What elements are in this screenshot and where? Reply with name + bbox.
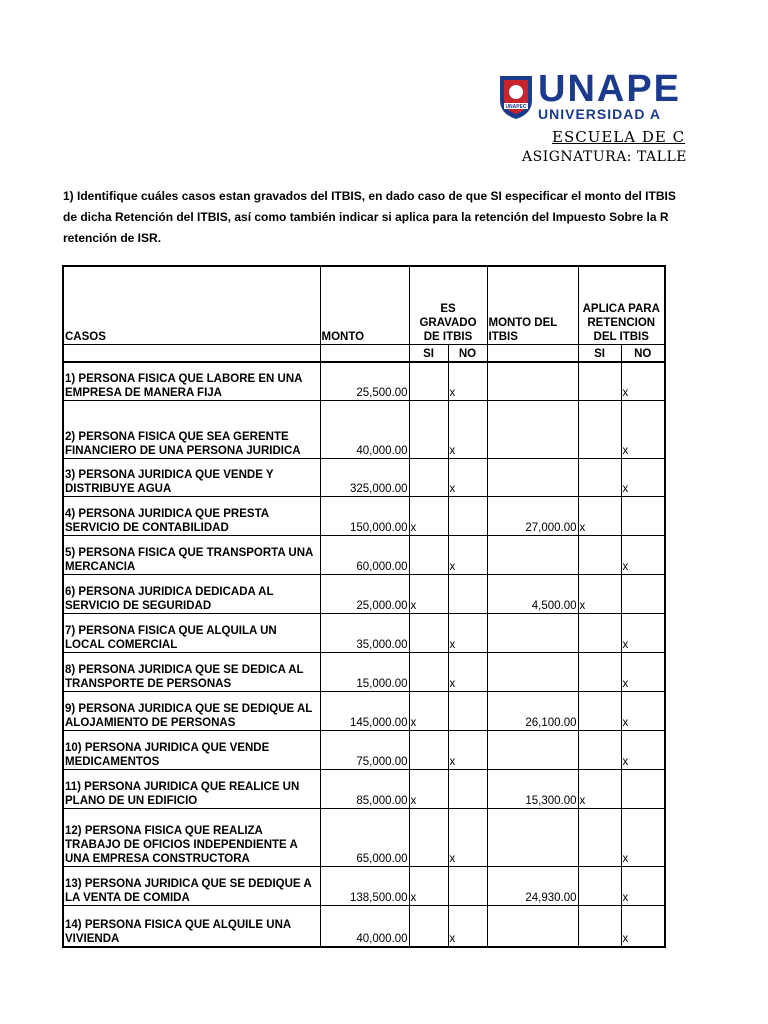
gravado-si-mark: x bbox=[409, 866, 448, 905]
case-description: 14) PERSONA FISICA QUE ALQUILE UNA VIVIENDA bbox=[63, 905, 320, 947]
retencion-si-mark bbox=[578, 808, 621, 866]
case-description: 5) PERSONA FISICA QUE TRANSPORTA UNA MERCANCIA bbox=[63, 535, 320, 574]
gravado-si-mark bbox=[409, 362, 448, 400]
gravado-no-mark: x bbox=[448, 808, 487, 866]
table-row bbox=[63, 866, 665, 905]
retencion-si-mark bbox=[578, 652, 621, 691]
case-monto: 15,000.00 bbox=[320, 652, 409, 691]
case-monto: 60,000.00 bbox=[320, 535, 409, 574]
case-description: 3) PERSONA JURIDICA QUE VENDE Y DISTRIBUYE AGUA bbox=[63, 458, 320, 496]
retencion-no-mark: x bbox=[621, 905, 665, 947]
case-monto: 25,000.00 bbox=[320, 574, 409, 613]
gravado-no-mark bbox=[448, 769, 487, 808]
retencion-si-mark bbox=[578, 691, 621, 730]
table-row bbox=[63, 769, 665, 808]
retencion-no-mark bbox=[621, 574, 665, 613]
logo-subtext: UNIVERSIDAD A bbox=[538, 106, 661, 122]
gravado-no-mark: x bbox=[448, 905, 487, 947]
retencion-no-mark: x bbox=[621, 535, 665, 574]
retencion-no-mark: x bbox=[621, 866, 665, 905]
retencion-si-mark bbox=[578, 458, 621, 496]
table-row bbox=[63, 458, 665, 496]
subject-heading: ASIGNATURA: TALLE bbox=[522, 149, 687, 165]
retencion-si-mark bbox=[578, 905, 621, 947]
case-monto: 40,000.00 bbox=[320, 400, 409, 458]
retencion-no-mark bbox=[621, 769, 665, 808]
gravado-si-mark: x bbox=[409, 574, 448, 613]
table-row bbox=[63, 400, 665, 458]
case-monto: 150,000.00 bbox=[320, 496, 409, 535]
case-description: 9) PERSONA JURIDICA QUE SE DEDIQUE AL ALOJAMIENTO DE PERSONAS bbox=[63, 691, 320, 730]
monto-itbis bbox=[487, 400, 578, 458]
case-description: 2) PERSONA FISICA QUE SEA GERENTE FINANCIERO DE UNA PERSONA JURIDICA bbox=[63, 400, 320, 458]
retencion-no-mark: x bbox=[621, 730, 665, 769]
table-row bbox=[63, 613, 665, 652]
case-description: 4) PERSONA JURIDICA QUE PRESTA SERVICIO DE CONTABILIDAD bbox=[63, 496, 320, 535]
header-monto: MONTO bbox=[320, 266, 409, 344]
case-description: 1) PERSONA FISICA QUE LABORE EN UNA EMPRESA DE MANERA FIJA bbox=[63, 362, 320, 400]
header-retencion: APLICA PARA RETENCION DEL ITBIS bbox=[578, 266, 665, 344]
gravado-no-mark bbox=[448, 691, 487, 730]
subheader-gravado-si: SI bbox=[409, 344, 448, 362]
table-row bbox=[63, 535, 665, 574]
gravado-no-mark: x bbox=[448, 400, 487, 458]
case-description: 6) PERSONA JURIDICA DEDICADA AL SERVICIO DE SEGURIDAD bbox=[63, 574, 320, 613]
gravado-si-mark bbox=[409, 400, 448, 458]
svg-text:UNAPEC: UNAPEC bbox=[505, 104, 527, 110]
retencion-si-mark bbox=[578, 400, 621, 458]
monto-itbis: 26,100.00 bbox=[487, 691, 578, 730]
gravado-si-mark: x bbox=[409, 691, 448, 730]
gravado-si-mark: x bbox=[409, 496, 448, 535]
gravado-no-mark bbox=[448, 496, 487, 535]
case-monto: 75,000.00 bbox=[320, 730, 409, 769]
retencion-no-mark: x bbox=[621, 652, 665, 691]
case-monto: 325,000.00 bbox=[320, 458, 409, 496]
school-heading: ESCUELA DE C bbox=[552, 128, 686, 146]
gravado-si-mark bbox=[409, 730, 448, 769]
instruction-line: retención de ISR. bbox=[63, 231, 162, 245]
gravado-si-mark bbox=[409, 808, 448, 866]
gravado-no-mark: x bbox=[448, 362, 487, 400]
retencion-si-mark: x bbox=[578, 769, 621, 808]
case-monto: 145,000.00 bbox=[320, 691, 409, 730]
instruction-line: 1) Identifique cuáles casos estan gravados del ITBIS, en dado caso de que SI especificar el monto del ITBIS bbox=[63, 189, 676, 203]
monto-itbis bbox=[487, 808, 578, 866]
gravado-no-mark: x bbox=[448, 730, 487, 769]
retencion-si-mark bbox=[578, 362, 621, 400]
gravado-no-mark: x bbox=[448, 535, 487, 574]
monto-itbis bbox=[487, 905, 578, 947]
monto-itbis: 15,300.00 bbox=[487, 769, 578, 808]
table-row bbox=[63, 905, 665, 947]
retencion-no-mark bbox=[621, 496, 665, 535]
header-monto-itbis: MONTO DEL ITBIS bbox=[487, 266, 578, 344]
gravado-no-mark bbox=[448, 866, 487, 905]
instructions bbox=[63, 186, 768, 249]
monto-itbis: 24,930.00 bbox=[487, 866, 578, 905]
retencion-si-mark bbox=[578, 613, 621, 652]
logo-wordmark: UNAPE bbox=[538, 72, 682, 110]
monto-itbis bbox=[487, 613, 578, 652]
gravado-si-mark bbox=[409, 535, 448, 574]
retencion-si-mark bbox=[578, 730, 621, 769]
gravado-si-mark bbox=[409, 458, 448, 496]
table-row bbox=[63, 574, 665, 613]
retencion-si-mark: x bbox=[578, 574, 621, 613]
case-monto: 35,000.00 bbox=[320, 613, 409, 652]
subheader-retencion-no: NO bbox=[621, 344, 665, 362]
header-casos: CASOS bbox=[63, 266, 320, 344]
instruction-line: de dicha Retención del ITBIS, así como también indicar si aplica para la retención del Impuesto Sobre la R bbox=[63, 210, 669, 224]
subheader-empty bbox=[320, 344, 409, 362]
table-row bbox=[63, 808, 665, 866]
cases-table bbox=[62, 265, 666, 948]
case-description: 13) PERSONA JURIDICA QUE SE DEDIQUE A LA VENTA DE COMIDA bbox=[63, 866, 320, 905]
monto-itbis: 4,500.00 bbox=[487, 574, 578, 613]
table-row bbox=[63, 496, 665, 535]
monto-itbis bbox=[487, 652, 578, 691]
case-monto: 65,000.00 bbox=[320, 808, 409, 866]
monto-itbis: 27,000.00 bbox=[487, 496, 578, 535]
gravado-no-mark: x bbox=[448, 613, 487, 652]
table-row bbox=[63, 730, 665, 769]
table-row bbox=[63, 652, 665, 691]
case-description: 10) PERSONA JURIDICA QUE VENDE MEDICAMENTOS bbox=[63, 730, 320, 769]
subheader-gravado-no: NO bbox=[448, 344, 487, 362]
case-description: 12) PERSONA FISICA QUE REALIZA TRABAJO DE OFICIOS INDEPENDIENTE A UNA EMPRESA CONSTRUCTORA bbox=[63, 808, 320, 866]
case-monto: 85,000.00 bbox=[320, 769, 409, 808]
monto-itbis bbox=[487, 362, 578, 400]
retencion-no-mark: x bbox=[621, 691, 665, 730]
subheader-empty bbox=[63, 344, 320, 362]
case-description: 8) PERSONA JURIDICA QUE SE DEDICA AL TRANSPORTE DE PERSONAS bbox=[63, 652, 320, 691]
retencion-no-mark: x bbox=[621, 400, 665, 458]
retencion-no-mark: x bbox=[621, 362, 665, 400]
gravado-si-mark: x bbox=[409, 769, 448, 808]
table-row bbox=[63, 362, 665, 400]
case-description: 11) PERSONA JURIDICA QUE REALICE UN PLANO DE UN EDIFICIO bbox=[63, 769, 320, 808]
retencion-si-mark bbox=[578, 535, 621, 574]
monto-itbis bbox=[487, 458, 578, 496]
university-logo bbox=[498, 72, 768, 124]
gravado-no-mark bbox=[448, 574, 487, 613]
retencion-no-mark: x bbox=[621, 458, 665, 496]
retencion-no-mark: x bbox=[621, 613, 665, 652]
case-monto: 138,500.00 bbox=[320, 866, 409, 905]
monto-itbis bbox=[487, 535, 578, 574]
retencion-si-mark: x bbox=[578, 496, 621, 535]
gravado-no-mark: x bbox=[448, 652, 487, 691]
case-monto: 40,000.00 bbox=[320, 905, 409, 947]
university-seal-icon bbox=[498, 74, 534, 120]
case-monto: 25,500.00 bbox=[320, 362, 409, 400]
header-gravado: ES GRAVADO DE ITBIS bbox=[409, 266, 487, 344]
case-description: 7) PERSONA FISICA QUE ALQUILA UN LOCAL COMERCIAL bbox=[63, 613, 320, 652]
gravado-si-mark bbox=[409, 652, 448, 691]
gravado-no-mark: x bbox=[448, 458, 487, 496]
monto-itbis bbox=[487, 730, 578, 769]
retencion-no-mark: x bbox=[621, 808, 665, 866]
gravado-si-mark bbox=[409, 613, 448, 652]
retencion-si-mark bbox=[578, 866, 621, 905]
gravado-si-mark bbox=[409, 905, 448, 947]
subheader-retencion-si: SI bbox=[578, 344, 621, 362]
subheader-empty bbox=[487, 344, 578, 362]
table-row bbox=[63, 691, 665, 730]
